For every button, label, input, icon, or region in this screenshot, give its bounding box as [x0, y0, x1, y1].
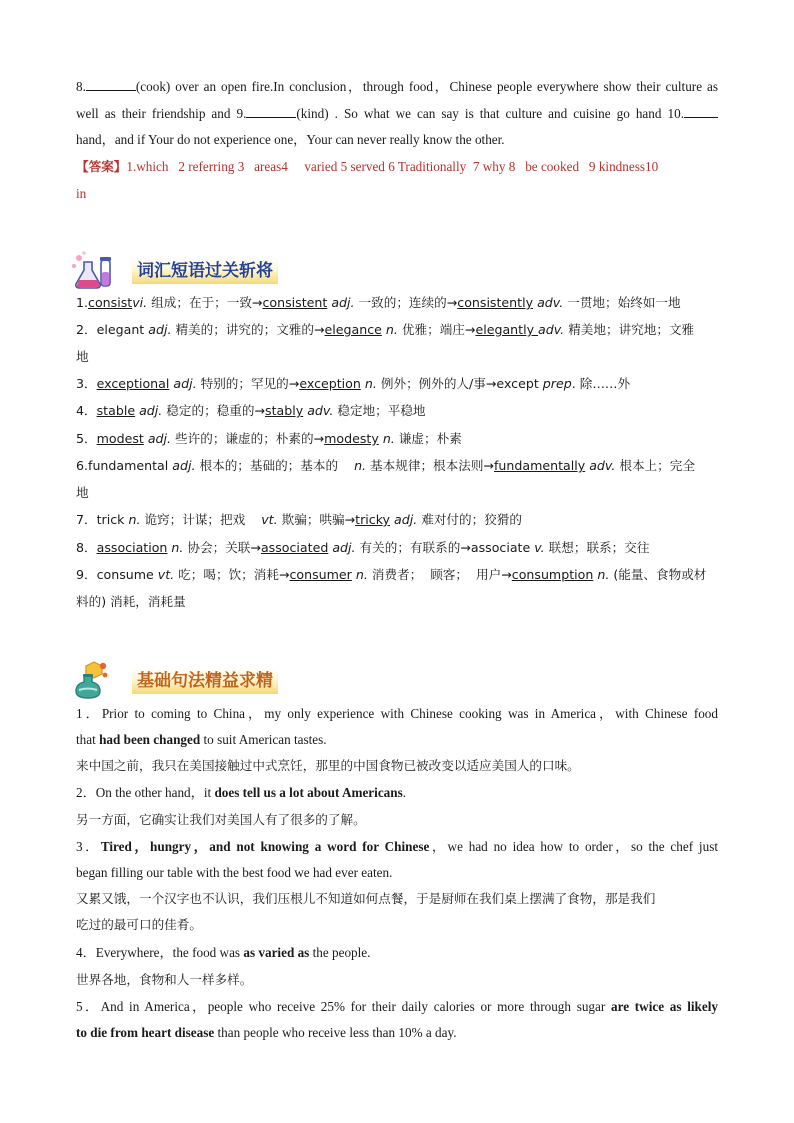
vocab-word: modesty: [324, 431, 379, 446]
sentence-text: 2．On the other hand，it: [76, 785, 215, 800]
meaning: 一致的；连续的→: [354, 295, 458, 310]
answer-key: [76, 158, 718, 176]
meaning: 一贯地；始终如一地: [563, 295, 681, 310]
sentence-3-cn-cont: [76, 916, 718, 934]
vocab-item-6-cont: [76, 484, 718, 502]
part-of-speech: n.: [381, 322, 398, 337]
part-of-speech: adj.: [135, 403, 163, 418]
sentence-1-cn: [76, 757, 718, 775]
vocab-word: modest: [96, 431, 144, 446]
sentence-5-en: [76, 998, 718, 1016]
part-of-speech: adj.: [144, 322, 172, 337]
sentence-text: began filling our table with the best food we had ever eaten.: [76, 865, 393, 880]
vocab-word: consumer: [289, 567, 352, 582]
key-structure: had been changed: [99, 732, 201, 747]
sentence-text: 3．: [76, 839, 101, 854]
sentence-text: than people who receive less than 10% a day.: [214, 1025, 457, 1040]
vocab-word: consistently: [457, 295, 534, 310]
sentence-text: to suit American tastes.: [200, 732, 327, 747]
part-of-speech: n.: [167, 540, 184, 555]
passage-text: well as their friendship and 9.: [76, 106, 247, 121]
part-of-speech: adv.: [585, 458, 616, 473]
meaning: 消费者； 顾客； 用户→: [367, 567, 512, 582]
vocab-word: 6.fundamental: [76, 458, 169, 473]
vocab-word: tricky: [355, 512, 391, 527]
meaning: . 除……外: [571, 376, 631, 391]
meaning: (能量、食物或材: [609, 567, 707, 582]
passage-text: (kind) . So what we can say is that culture and cuisine go hand 10.: [296, 106, 684, 121]
meaning: 些许的；谦虚的；朴素的→: [171, 431, 325, 446]
meaning: 地: [76, 485, 89, 500]
part-of-speech: n.: [378, 431, 395, 446]
key-structure: as varied as: [243, 945, 310, 960]
passage-text: hand，and if Your do not experience one，Your can never really know the other.: [76, 132, 505, 147]
key-structure: are twice as likely: [611, 999, 718, 1014]
part-of-speech: n.: [124, 512, 141, 527]
sentence-2-cn: [76, 811, 718, 829]
answer-blank-8[interactable]: [86, 77, 136, 91]
translation: 来中国之前，我只在美国接触过中式烹饪，那里的中国食物已被改变以适应美国人的口味。: [76, 758, 580, 773]
vocab-item-4: [76, 402, 718, 420]
item-number: 3．: [76, 376, 97, 391]
part-of-speech: adv.: [303, 403, 334, 418]
flask-icon: [70, 250, 118, 290]
passage-line-3: [76, 131, 718, 149]
part-of-speech: adj.: [328, 540, 356, 555]
vocab-item-6: [76, 457, 718, 475]
answer-blank-9[interactable]: [246, 104, 296, 118]
sentence-text: that: [76, 732, 100, 747]
vocab-word: association: [96, 540, 168, 555]
meaning: 诡窍；计谋；把戏: [140, 512, 262, 527]
vocab-word: stable: [96, 403, 136, 418]
part-of-speech: adj.: [169, 376, 197, 391]
sentence-1-en: [76, 705, 718, 723]
answer-label: 【答案】: [76, 159, 127, 174]
vocab-word: consist: [88, 295, 133, 310]
meaning: 优雅；端庄→: [397, 322, 476, 337]
vocab-item-2: [76, 321, 718, 339]
vocab-item-2-cont: [76, 348, 718, 366]
part-of-speech: prep: [542, 376, 572, 391]
translation: 又累又饿，一个汉字也不认识，我们压根儿不知道如何点餐，于是厨师在我们桌上摆满了食物，那是我们: [76, 891, 656, 906]
meaning: 协会；关联→: [183, 540, 261, 555]
part-of-speech: adv.: [538, 322, 565, 337]
key-structure: does tell us a lot about Americans: [214, 785, 403, 800]
passage-line-2: [76, 104, 718, 123]
meaning: 稳定地；平稳地: [333, 403, 426, 418]
vocab-item-7: [76, 511, 718, 529]
meaning: 稳定的；稳重的→: [162, 403, 266, 418]
answer-blank-10[interactable]: [684, 104, 718, 118]
answer-text: in: [76, 186, 87, 201]
answer-text: 1.which 2 referring 3 areas4 varied 5 served 6 Traditionally 7 why 8 be cooked 9 kindness10: [126, 159, 659, 174]
translation: 吃过的最可口的佳肴。: [76, 917, 202, 932]
meaning: 欺骗；哄骗→: [277, 512, 356, 527]
sentence-5-en-cont: [76, 1024, 718, 1042]
meaning: 特别的；罕见的→: [196, 376, 300, 391]
part-of-speech: n.: [351, 567, 368, 582]
vocab-item-5: [76, 430, 718, 448]
sentence-text: the people.: [309, 945, 371, 960]
sentence-text: 4．Everywhere，the food was: [76, 945, 244, 960]
part-of-speech: adj.: [168, 458, 196, 473]
key-structure: to die from heart disease: [76, 1025, 215, 1040]
sentence-text: .: [402, 785, 407, 800]
section-title: 基础句法精益求精: [132, 668, 278, 694]
sentence-1-en-cont: [76, 731, 718, 749]
vocab-word: exception: [299, 376, 361, 391]
vocab-word: 2．elegant: [76, 322, 145, 337]
meaning: 基本规律；根本法则→: [366, 458, 494, 473]
vocab-word: associated: [260, 540, 329, 555]
meaning: 精美地；讲究地；文雅: [564, 322, 695, 337]
part-of-speech: n.: [593, 567, 610, 582]
part-of-speech: n.: [354, 458, 367, 473]
sentence-text: 5．And in America，people who receive 25% for their daily calories or more through sugar: [76, 999, 611, 1014]
part-of-speech: adv.: [533, 295, 564, 310]
meaning: 难对付的；狡猾的: [417, 512, 522, 527]
part-of-speech: vt.: [153, 567, 175, 582]
sentence-3-en: [76, 838, 718, 856]
item-number: 1.: [76, 295, 89, 310]
part-of-speech: n.: [360, 376, 377, 391]
vocab-item-9-cont: [76, 593, 718, 611]
sentence-2-en: [76, 784, 718, 802]
vocab-word: elegance: [324, 322, 382, 337]
vocab-word: 7．trick: [76, 512, 125, 527]
vocab-word: elegantly: [475, 322, 539, 337]
lab-bottle-icon: [70, 660, 118, 700]
vocab-word: fundamentally: [493, 458, 586, 473]
translation: 另一方面，它确实让我们对美国人有了很多的了解。: [76, 812, 366, 827]
key-structure: Tired，hungry，and not knowing a word for Chinese: [100, 839, 430, 854]
vocab-word: consumption: [511, 567, 594, 582]
meaning: 有关的；有联系的→associate: [355, 540, 535, 555]
section-title: 词汇短语过关斩将: [132, 258, 278, 284]
vocab-word: consistent: [262, 295, 328, 310]
meaning: 根本的；基础的；基本的: [195, 458, 355, 473]
meaning: 联想；联系；交往: [544, 540, 650, 555]
vocab-word: 9．consume: [76, 567, 154, 582]
part-of-speech: vt.: [261, 512, 278, 527]
passage-line-1: [76, 77, 718, 96]
translation: 世界各地，食物和人一样多样。: [76, 972, 253, 987]
part-of-speech: v.: [534, 540, 545, 555]
blank-number-8: 8.: [76, 79, 86, 94]
item-number: 4．: [76, 403, 97, 418]
vocab-item-9: [76, 566, 718, 584]
meaning: 例外；例外的人/事→except: [376, 376, 543, 391]
sentence-3-cn: [76, 890, 718, 908]
item-number: 8．: [76, 540, 97, 555]
meaning: 精美的；讲究的；文雅的→: [171, 322, 325, 337]
meaning: 根本上；完全: [615, 458, 695, 473]
sentence-3-en-cont: [76, 864, 718, 882]
part-of-speech: adj.: [327, 295, 355, 310]
sentence-4-en: [76, 944, 718, 962]
meaning: 地: [76, 349, 89, 364]
item-number: 5．: [76, 431, 97, 446]
answer-key-cont: [76, 185, 718, 203]
part-of-speech: vi.: [132, 295, 148, 310]
meaning: 谦虚；朴素: [394, 431, 462, 446]
sentence-text: ，we had no idea how to order，so the chef just: [429, 839, 718, 854]
sentence-text: 1．Prior to coming to China，my only experience with Chinese cooking was in America，with Chinese food: [76, 706, 718, 721]
passage-text: (cook) over an open fire.In conclusion，through food，Chinese people everywhere show their culture as: [135, 79, 718, 94]
part-of-speech: adj.: [390, 512, 418, 527]
part-of-speech: adj.: [143, 431, 172, 446]
vocab-item-1: [76, 294, 718, 312]
meaning: 料的) 消耗，消耗量: [76, 594, 186, 609]
meaning: 吃；喝；饮；消耗→: [174, 567, 290, 582]
vocab-item-8: [76, 539, 718, 557]
meaning: 组成；在于；一致→: [147, 295, 263, 310]
vocab-item-3: [76, 375, 718, 393]
sentence-4-cn: [76, 971, 718, 989]
vocab-word: stably: [265, 403, 304, 418]
vocab-word: exceptional: [96, 376, 170, 391]
